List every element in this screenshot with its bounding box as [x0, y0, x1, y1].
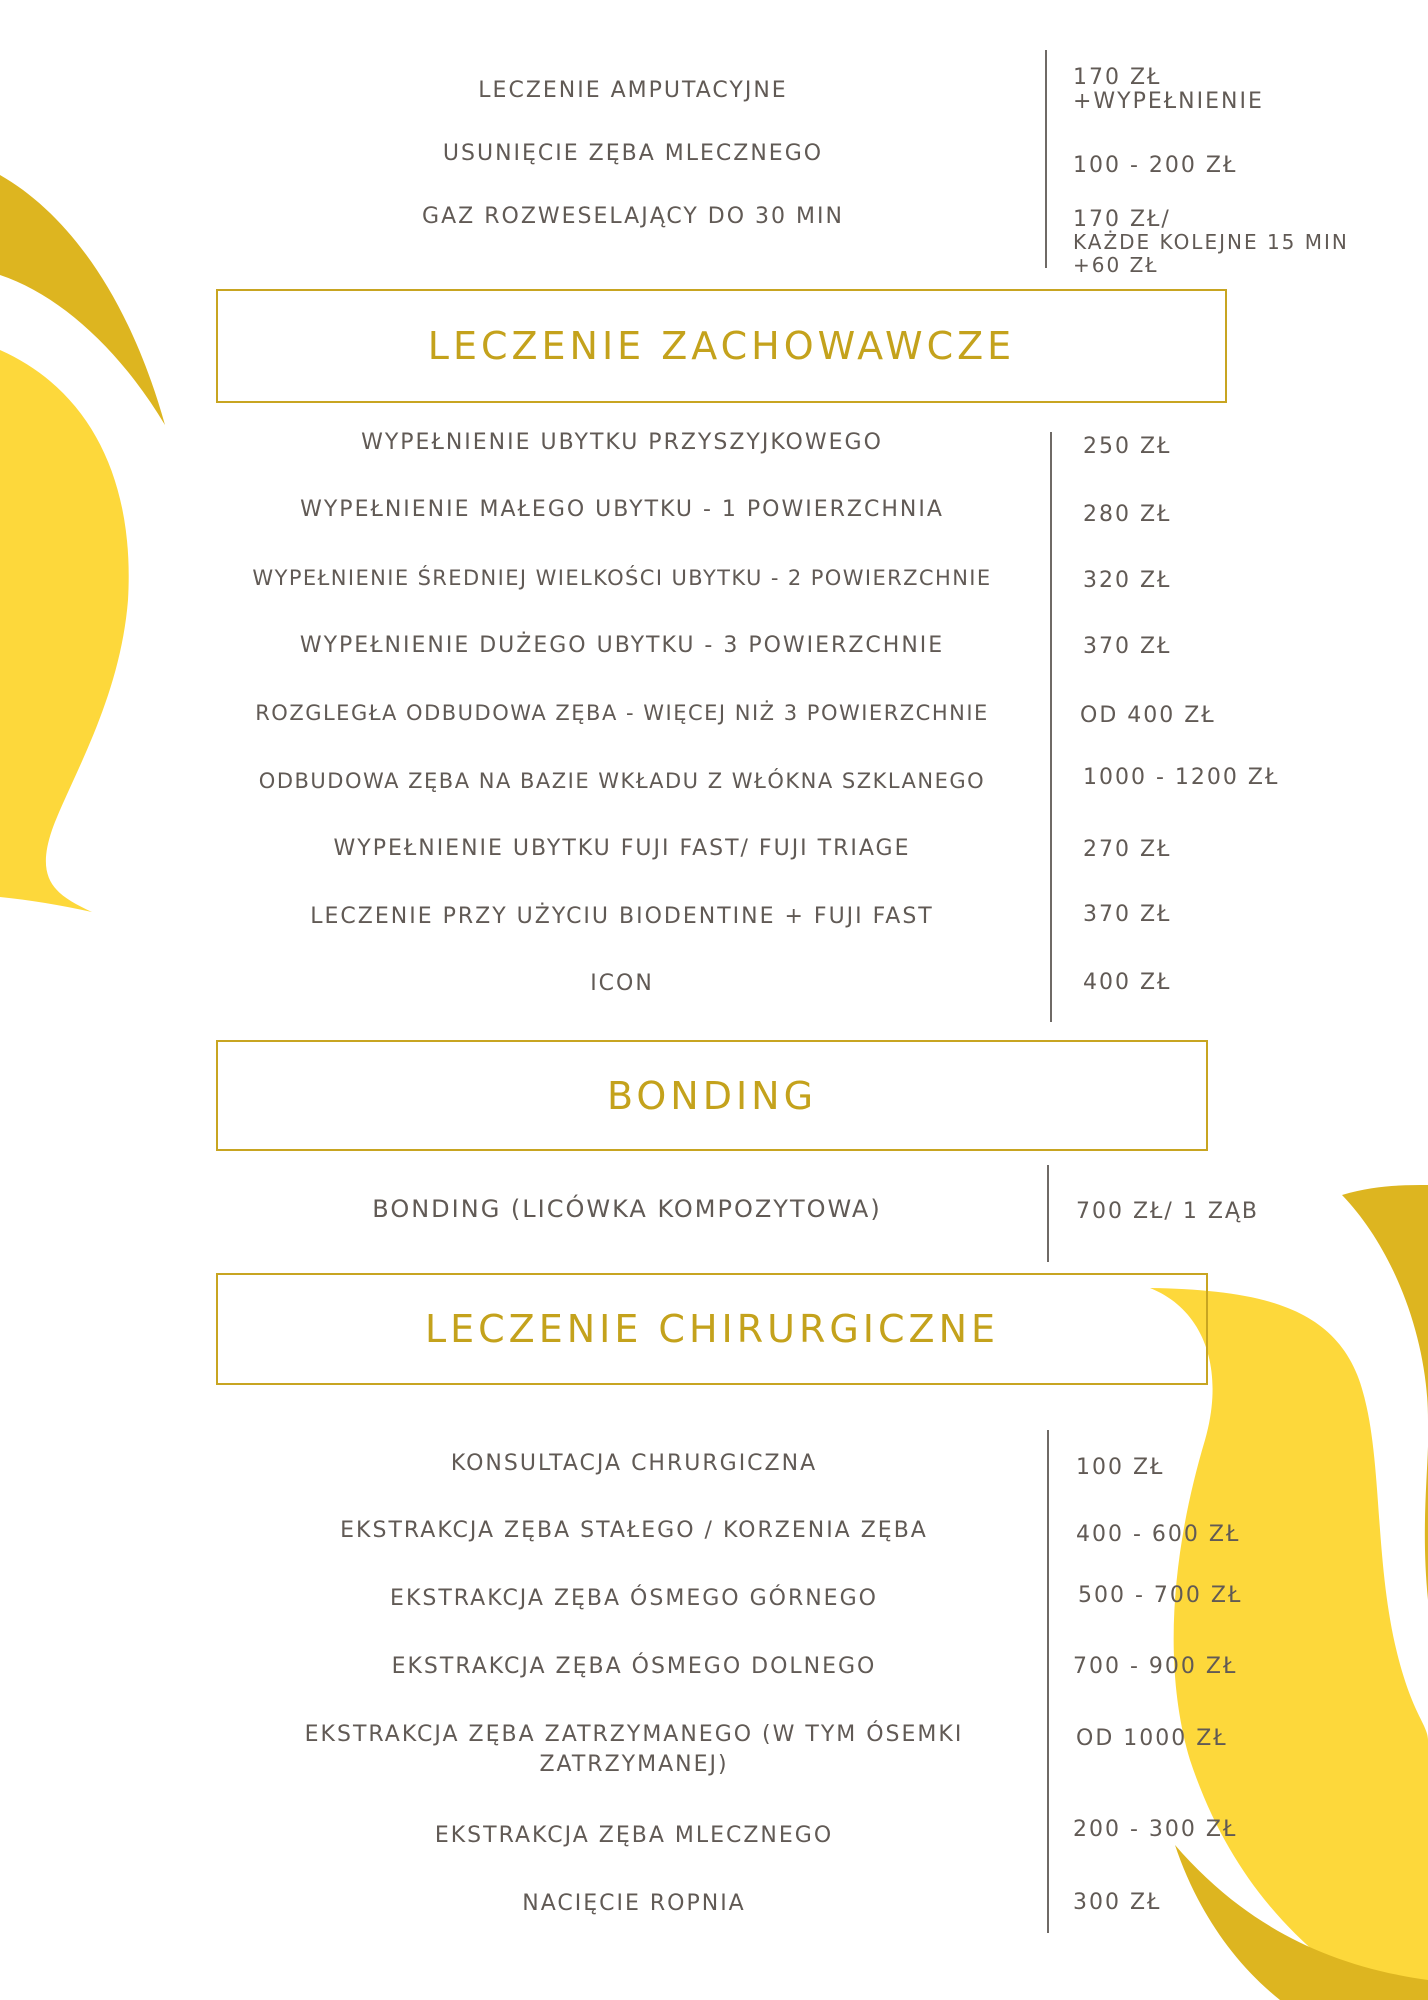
section-title: LECZENIE ZACHOWAWCZE — [427, 324, 1016, 368]
price-line: KAŻDE KOLEJNE 15 MIN — [1073, 230, 1349, 254]
price-line: +WYPEŁNIENIE — [1073, 89, 1264, 114]
divider-top — [1045, 50, 1047, 268]
section-header-bonding — [216, 1040, 1208, 1151]
service-price — [1073, 154, 1237, 178]
service-name: EKSTRAKCJA ZĘBA MLECZNEGO — [434, 1823, 834, 1848]
service-name: EKSTRAKCJA ZĘBA STAŁEGO / KORZENIA ZĘBA — [340, 1518, 928, 1543]
divider-bonding — [1047, 1165, 1049, 1262]
service-price: 400 - 600 ZŁ — [1076, 1522, 1241, 1547]
service-price: 400 ZŁ — [1083, 970, 1172, 995]
section-header-chirurgiczne — [216, 1273, 1208, 1385]
price-line: 170 ZŁ — [1073, 65, 1162, 90]
price-line: 170 ZŁ/ — [1073, 207, 1171, 232]
swirl-right-yellow — [1150, 1288, 1428, 2000]
service-price: 700 ZŁ/ 1 ZĄB — [1076, 1199, 1260, 1224]
service-price — [1073, 66, 1264, 114]
service-name: EKSTRAKCJA ZĘBA ZATRZYMANEGO (W TYM ÓSEMKI ZATRZYMANEJ) — [304, 1722, 964, 1777]
service-name: ROZGLEGŁA ODBUDOWA ZĘBA - WIĘCEJ NIŻ 3 POWIERZCHNIE — [255, 701, 989, 725]
service-name: WYPEŁNIENIE DUŻEGO UBYTKU - 3 POWIERZCHNIE — [299, 633, 945, 658]
service-name: ODBUDOWA ZĘBA NA BAZIE WKŁADU Z WŁÓKNA SZKLANEGO — [258, 769, 986, 793]
service-price: 500 - 700 ZŁ — [1078, 1583, 1243, 1608]
swirl-left-yellow — [0, 350, 129, 912]
service-price: 370 ZŁ — [1083, 634, 1172, 659]
section-title: LECZENIE CHIRURGICZNE — [424, 1307, 1000, 1351]
service-price — [1073, 208, 1349, 277]
service-name: WYPEŁNIENIE MAŁEGO UBYTKU - 1 POWIERZCHNIA — [300, 497, 944, 522]
divider-zachowawcze — [1050, 432, 1052, 1022]
service-name: ICON — [590, 971, 654, 996]
service-price: 280 ZŁ — [1083, 502, 1172, 527]
service-name: BONDING (LICÓWKA KOMPOZYTOWA) — [372, 1195, 882, 1223]
service-name: GAZ ROZWESELAJĄCY DO 30 MIN — [422, 204, 844, 229]
section-header-zachowawcze — [216, 289, 1227, 403]
service-name: USUNIĘCIE ZĘBA MLECZNEGO — [442, 141, 824, 166]
service-name: WYPEŁNIENIE UBYTKU PRZYSZYJKOWEGO — [361, 430, 883, 455]
service-price: 1000 - 1200 ZŁ — [1083, 765, 1280, 790]
service-price: 320 ZŁ — [1083, 568, 1172, 593]
service-price: 100 ZŁ — [1076, 1455, 1165, 1480]
service-price: 370 ZŁ — [1083, 902, 1172, 927]
service-name: WYPEŁNIENIE UBYTKU FUJI FAST/ FUJI TRIAGE — [333, 836, 911, 861]
service-price: 700 - 900 ZŁ — [1073, 1654, 1238, 1679]
section-title: BONDING — [606, 1073, 818, 1118]
service-name: EKSTRAKCJA ZĘBA ÓSMEGO GÓRNEGO — [390, 1586, 878, 1611]
service-price: OD 400 ZŁ — [1080, 703, 1216, 728]
divider-chirurgiczne — [1047, 1430, 1049, 1933]
service-name: EKSTRAKCJA ZĘBA ÓSMEGO DOLNEGO — [391, 1654, 877, 1679]
service-name: LECZENIE PRZY UŻYCIU BIODENTINE + FUJI FAST — [310, 904, 934, 929]
service-name: NACIĘCIE ROPNIA — [522, 1891, 746, 1916]
service-price: 300 ZŁ — [1073, 1890, 1162, 1915]
service-price: 200 - 300 ZŁ — [1073, 1817, 1238, 1842]
price-line: 100 - 200 ZŁ — [1073, 153, 1238, 178]
service-name: WYPEŁNIENIE ŚREDNIEJ WIELKOŚCI UBYTKU - 2 POWIERZCHNIE — [252, 566, 992, 590]
price-line: +60 ZŁ — [1073, 253, 1159, 277]
service-price: OD 1000 ZŁ — [1076, 1726, 1228, 1751]
service-price: 250 ZŁ — [1083, 434, 1172, 459]
service-name: LECZENIE AMPUTACYJNE — [478, 78, 788, 103]
service-name: KONSULTACJA CHRURGICZNA — [450, 1451, 818, 1476]
service-price: 270 ZŁ — [1083, 837, 1172, 862]
